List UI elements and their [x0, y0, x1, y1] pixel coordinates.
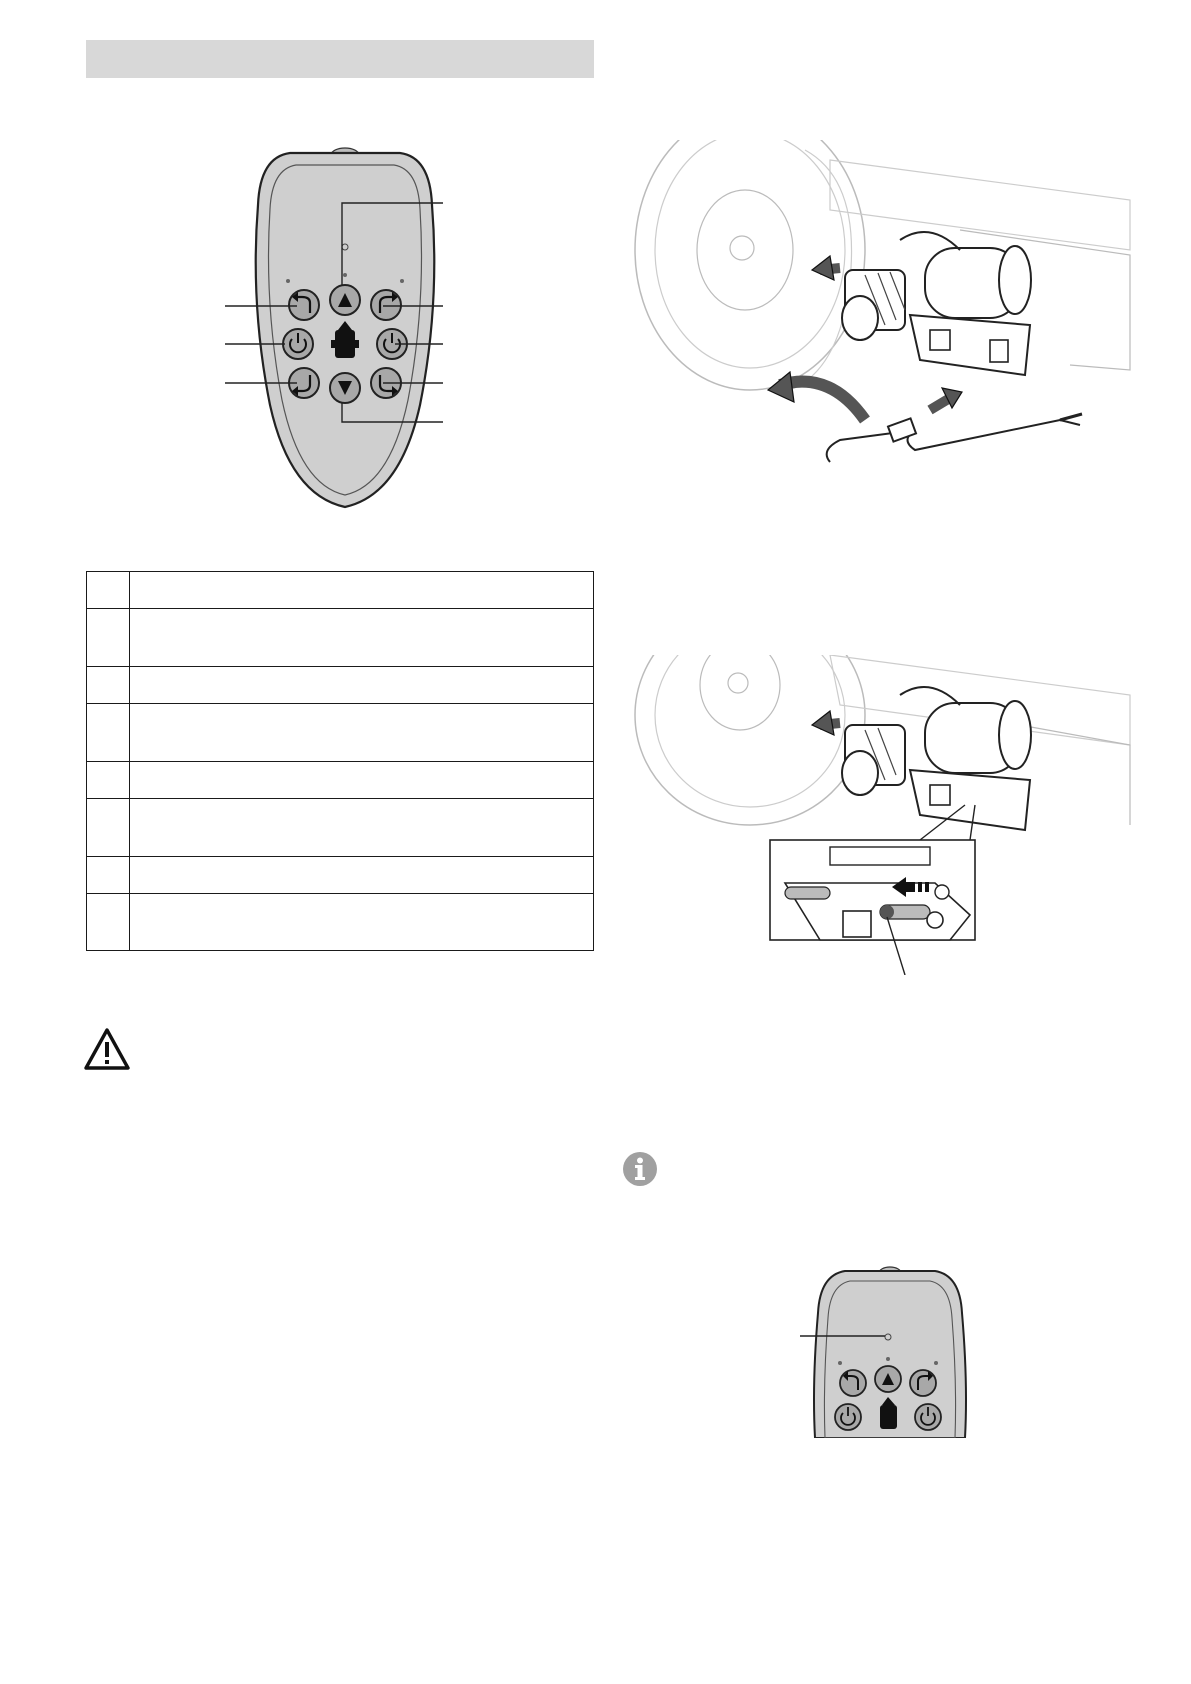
- table-cell-text: [130, 762, 594, 799]
- section-header-bar: [86, 40, 594, 78]
- table-row: [87, 799, 594, 857]
- table-cell-text: [130, 704, 594, 762]
- table-cell-num: [87, 799, 130, 857]
- remote-control-partial-figure: [800, 1263, 975, 1438]
- rotate-right-button[interactable]: [910, 1370, 936, 1396]
- table-cell-num: [87, 572, 130, 609]
- table-cell-num: [87, 894, 130, 951]
- power-right-button[interactable]: [915, 1404, 941, 1430]
- motor-unit: [900, 232, 1031, 375]
- table-cell-text: [130, 894, 594, 951]
- table-cell-text: [130, 857, 594, 894]
- table-cell-text: [130, 609, 594, 667]
- table-row: [87, 572, 594, 609]
- mover-lever-illustration: [630, 655, 1140, 975]
- motor-unit: [900, 687, 1031, 830]
- table-row: [87, 857, 594, 894]
- table-cell-num: [87, 667, 130, 704]
- forward-button[interactable]: [875, 1366, 901, 1392]
- legend-table: [86, 571, 594, 951]
- warning-triangle-icon: [84, 1027, 130, 1071]
- table-cell-num: [87, 704, 130, 762]
- rotate-left-button[interactable]: [840, 1370, 866, 1396]
- table-cell-num: [87, 857, 130, 894]
- remote-callout-lines: [225, 195, 450, 430]
- table-row: [87, 704, 594, 762]
- table-row: [87, 609, 594, 667]
- table-row: [87, 894, 594, 951]
- table-row: [87, 667, 594, 704]
- led-callout-line: [800, 1330, 890, 1342]
- table-cell-text: [130, 799, 594, 857]
- drive-roller: [842, 270, 905, 340]
- info-circle-icon: [622, 1151, 658, 1187]
- table-cell-text: [130, 667, 594, 704]
- power-left-button[interactable]: [835, 1404, 861, 1430]
- table-cell-text: [130, 572, 594, 609]
- table-row: [87, 762, 594, 799]
- table-cell-num: [87, 762, 130, 799]
- table-cell-num: [87, 609, 130, 667]
- drive-roller: [842, 725, 905, 795]
- mover-engage-illustration: [630, 140, 1140, 480]
- lever-detail-inset: [770, 840, 975, 975]
